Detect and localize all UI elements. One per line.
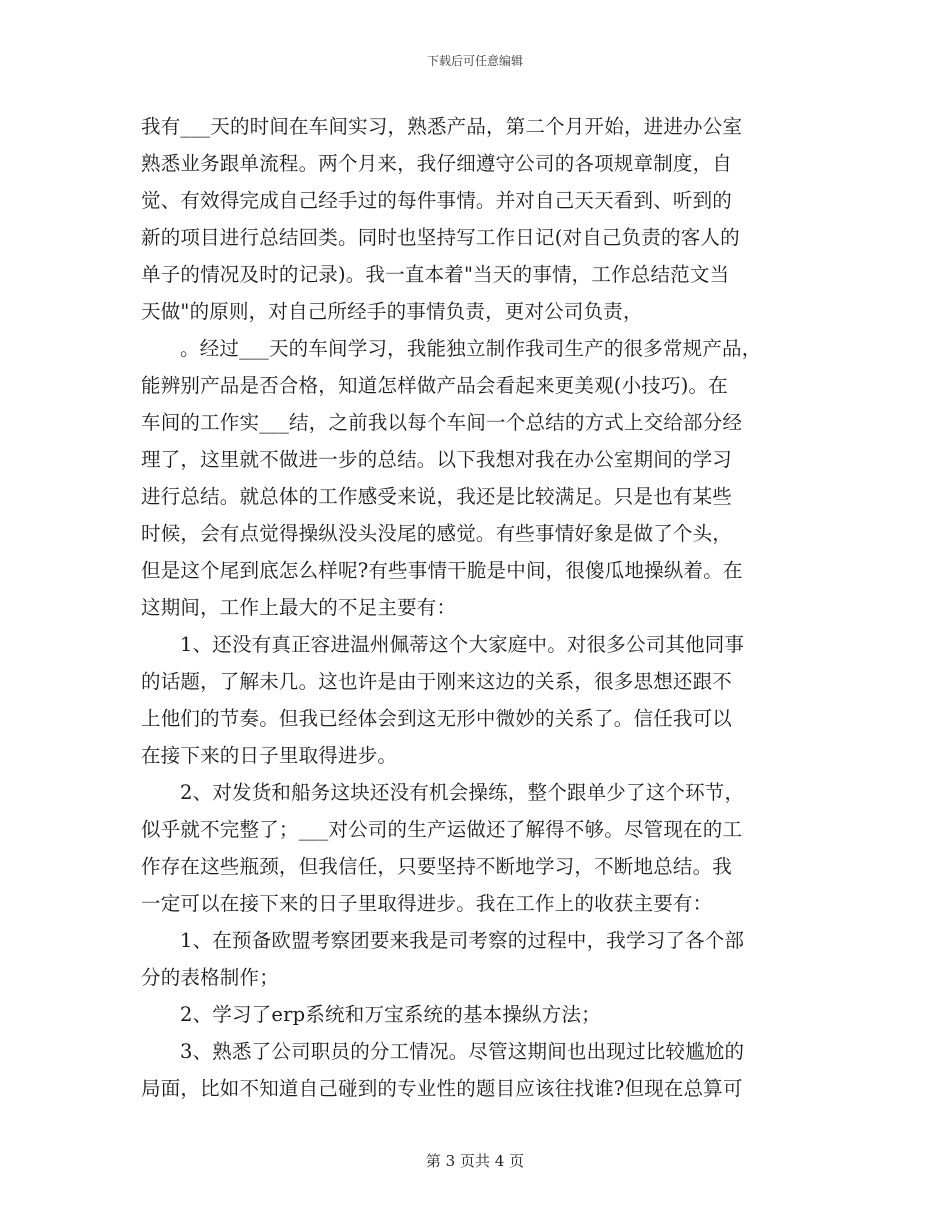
text-line: 单子的情况及时的记录)。我一直本着"当天的事情，工作总结范文当: [141, 263, 730, 286]
text-line: 1、还没有真正容进温州佩蒂这个大家庭中。对很多公司其他同事: [180, 633, 745, 656]
text-line: 2、学习了erp系统和万宝系统的基本操纵方法；: [180, 1003, 601, 1026]
text-line: 时候，会有点觉得操纵没头没尾的感觉。有些事情好象是做了个头，: [141, 522, 733, 545]
text-line: 3、熟悉了公司职员的分工情况。尽管这期间也出现过比较尴尬的: [180, 1040, 745, 1063]
text-line: 新的项目进行总结回类。同时也坚持写工作日记(对自己负责的客人的: [141, 226, 740, 249]
text-line: 似乎就不完整了；___对公司的生产运做还了解得不够。尽管现在的工: [141, 818, 743, 841]
text-line: 车间的工作实___结，之前我以每个车间一个总结的方式上交给部分经: [141, 411, 743, 434]
text-line: 上他们的节奏。但我已经体会到这无形中微妙的关系了。信任我可以: [141, 707, 733, 730]
text-line: 一定可以在接下来的日子里取得进步。我在工作上的收获主要有：: [141, 892, 713, 915]
text-line: 能辨别产品是否合格，知道怎样做产品会看起来更美观(小技巧)。在: [141, 374, 728, 397]
text-line: 分的表格制作；: [141, 966, 279, 989]
document-body: [141, 108, 813, 1107]
text-line: 进行总结。就总体的工作感受来说，我还是比较满足。只是也有某些: [141, 485, 733, 508]
text-line: 熟悉业务跟单流程。两个月来，我仔细遵守公司的各项规章制度，自: [141, 152, 733, 175]
text-line: 作存在这些瓶颈，但我信任，只要坚持不断地学习，不断地总结。我: [141, 855, 733, 878]
text-line: 1、在预备欧盟考察团要来我是司考察的过程中，我学习了各个部: [180, 929, 745, 952]
text-line: 局面，比如不知道自己碰到的专业性的题目应该往找谁?但现在总算可: [141, 1077, 743, 1100]
text-line: 这期间，工作上最大的不足主要有：: [141, 596, 457, 619]
text-line: 天做"的原则，对自己所经手的事情负责，更对公司负责，: [141, 300, 643, 323]
text-line: 2、对发货和船务这块还没有机会操练，整个跟单少了这个环节，: [180, 781, 745, 804]
text-line: 的话题，了解未几。这也许是由于刚来这边的关系，很多思想还跟不: [141, 670, 733, 693]
text-line: 但是这个尾到底怎么样呢?有些事情干脆是中间，很傻瓜地操纵着。在: [141, 559, 743, 582]
page-header: 下载后可任意编辑: [426, 54, 523, 68]
text-line: 觉、有效得完成自己经手过的每件事情。并对自己天天看到、听到的: [141, 189, 733, 212]
text-line: 。经过___天的车间学习，我能独立制作我司生产的很多常规产品，: [180, 337, 762, 360]
page-footer: 第 3 页共 4 页: [425, 1152, 525, 1170]
text-line: 在接下来的日子里取得进步。: [141, 744, 398, 767]
text-line: 理了，这里就不做进一步的总结。以下我想对我在办公室期间的学习: [141, 448, 733, 471]
text-line: 我有___天的时间在车间实习，熟悉产品，第二个月开始，进进办公室: [141, 115, 743, 138]
